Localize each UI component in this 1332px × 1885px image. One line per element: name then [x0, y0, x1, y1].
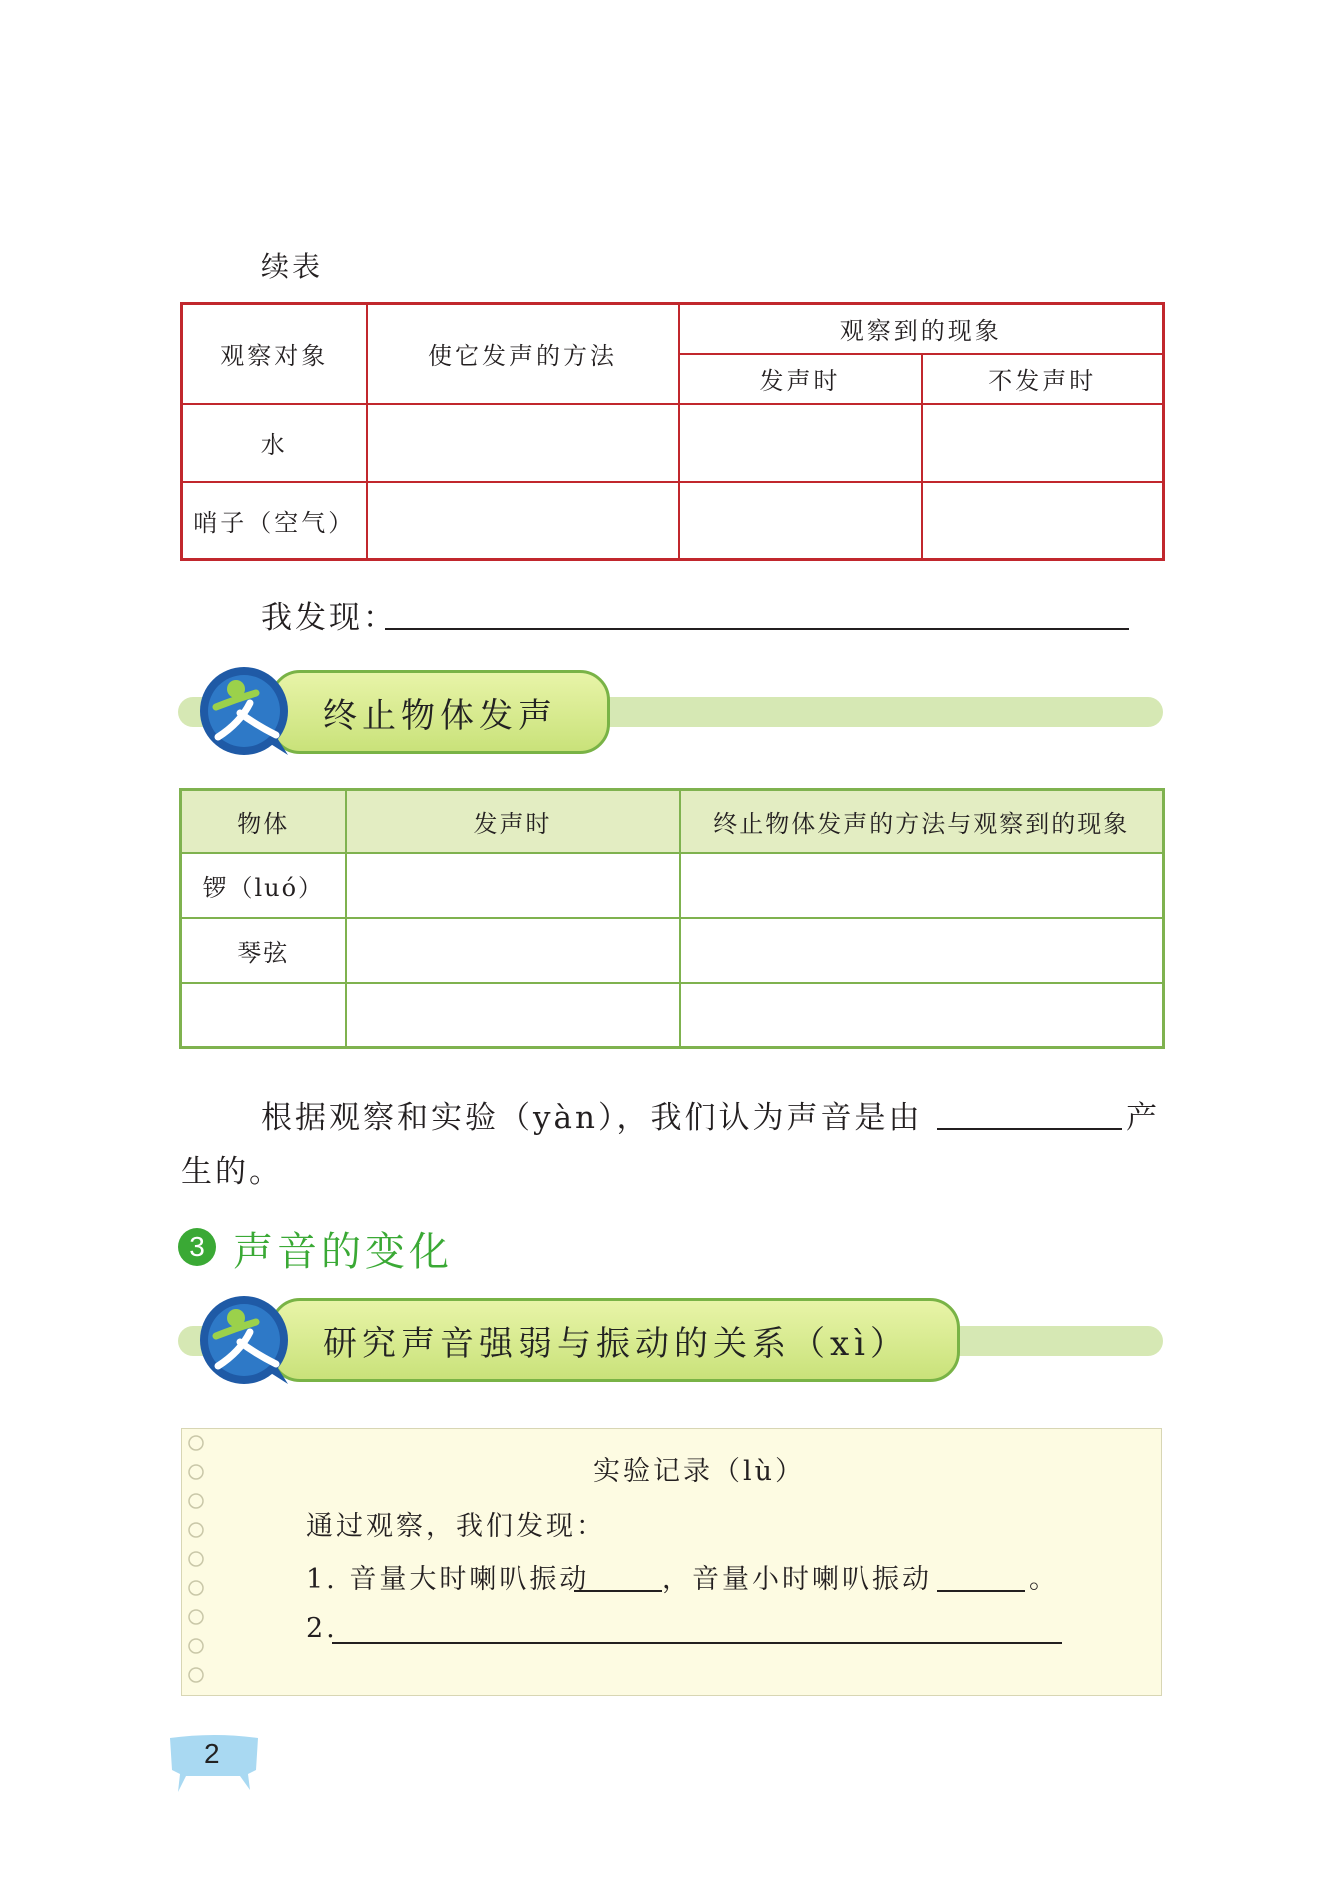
experiment-record-note [181, 1428, 1162, 1696]
row-label-water: 水 [182, 404, 367, 482]
conclusion-text-cont: 生的。 [181, 1154, 283, 1190]
finding-label: 我发现： [261, 600, 397, 636]
record-title: 实验记录（lù） [593, 1456, 806, 1487]
table-cell[interactable] [346, 853, 680, 918]
table-cell[interactable] [679, 404, 922, 482]
stop-sound-table [179, 788, 1165, 1049]
record-answer-line-1[interactable] [574, 1590, 662, 1592]
finding-answer-line[interactable] [385, 628, 1129, 630]
row-label-whistle: 哨子（空气） [182, 482, 367, 560]
conclusion-answer-line[interactable] [937, 1128, 1122, 1130]
conclusion-text: 根据观察和实验（yàn），我们认为声音是由 [261, 1100, 923, 1136]
heading-title: 声音的变化 [233, 1229, 453, 1275]
table-cell[interactable] [346, 983, 680, 1048]
header-sounding: 发声时 [679, 354, 922, 404]
row-label-blank[interactable] [181, 983, 346, 1048]
row-label-string: 琴弦 [181, 918, 346, 983]
header-object: 物体 [181, 790, 346, 853]
header-method: 终止物体发声的方法与观察到的现象 [680, 790, 1164, 853]
table-cell[interactable] [679, 482, 922, 560]
section-title: 终止物体发声 [323, 695, 557, 736]
record-item-1c: 。 [1029, 1564, 1059, 1595]
heading-number: 3 [189, 1231, 205, 1262]
table-cell[interactable] [680, 918, 1164, 983]
header-silent: 不发声时 [922, 354, 1164, 404]
activity-icon [196, 1292, 296, 1392]
section-title: 研究声音强弱与振动的关系（xì） [323, 1323, 910, 1364]
activity-icon [196, 663, 296, 763]
section-title-pill [270, 670, 610, 754]
table-cell[interactable] [367, 482, 679, 560]
header-object: 观察对象 [182, 304, 367, 404]
record-answer-line-2[interactable] [937, 1590, 1025, 1592]
table-cell[interactable] [680, 983, 1164, 1048]
table-cell[interactable] [367, 404, 679, 482]
row-label-gong: 锣（luó） [181, 853, 346, 918]
observation-table [180, 302, 1165, 561]
header-method: 使它发声的方法 [367, 304, 679, 404]
header-sounding: 发声时 [346, 790, 680, 853]
record-item-1b: ，音量小时喇叭振动 [662, 1564, 932, 1595]
heading-number-badge [178, 1228, 216, 1266]
header-observed: 观察到的现象 [679, 304, 1164, 354]
notebook-rings [182, 1429, 212, 1695]
table-cell[interactable] [346, 918, 680, 983]
continued-label: 续表 [261, 250, 324, 283]
table-cell[interactable] [680, 853, 1164, 918]
table-cell[interactable] [922, 482, 1164, 560]
section-title-pill [270, 1298, 960, 1382]
record-intro: 通过观察，我们发现： [306, 1511, 606, 1542]
table-cell[interactable] [922, 404, 1164, 482]
record-answer-line-3[interactable] [332, 1642, 1062, 1644]
record-item-2: 2. [306, 1613, 338, 1644]
record-item-1a: 1. 音量大时喇叭振动 [306, 1564, 590, 1595]
page-number: 2 [204, 1738, 220, 1769]
conclusion-text-end: 产 [1126, 1100, 1160, 1136]
